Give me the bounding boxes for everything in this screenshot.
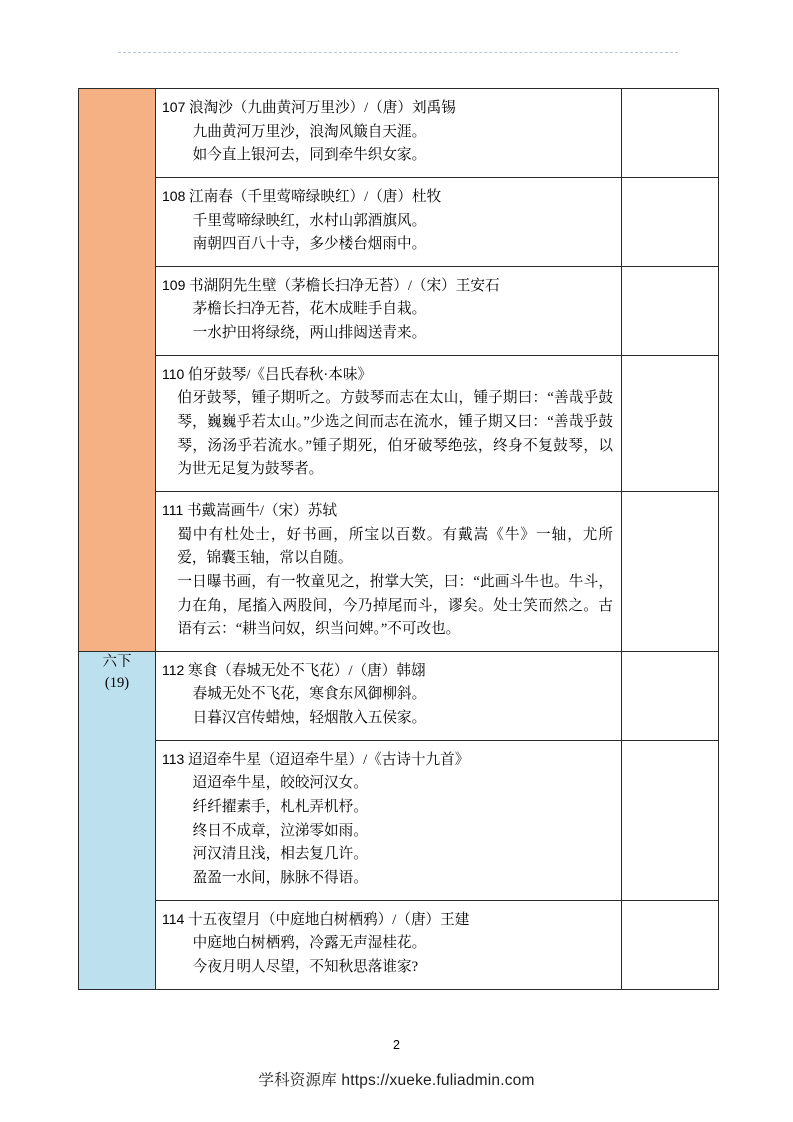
- table-row: [79, 266, 719, 355]
- table-row: [79, 177, 719, 266]
- entry-cell: [156, 491, 622, 651]
- note-cell: [622, 900, 719, 989]
- entry-line: 千里莺啼绿映红，水村山郭酒旗风。: [192, 212, 427, 229]
- poem-list-table: [78, 88, 719, 990]
- entry-title: [162, 274, 613, 299]
- entry-number: 113: [162, 750, 185, 767]
- entry-line: 迢迢牵牛星，皎皎河汉女。: [192, 775, 368, 792]
- entry-cell: [156, 740, 622, 900]
- entry-line: 蜀中有杜处士，好书画，所宝以百数。有戴嵩《牛》一轴，尤所爱，锦囊玉轴，常以自随。: [177, 526, 613, 567]
- entry-cell: [156, 651, 622, 740]
- entry-cell: [156, 266, 622, 355]
- entry-title-text: 浪淘沙（九曲黄河万里沙）/（唐）刘禹锡: [189, 100, 456, 116]
- entry-title: [162, 748, 613, 773]
- entry-number: 108: [162, 187, 186, 204]
- entry-number: 114: [162, 910, 185, 927]
- note-cell: [622, 177, 719, 266]
- entry-title: [162, 908, 613, 933]
- grade-cell: [79, 89, 156, 652]
- note-cell: [622, 89, 719, 178]
- entry-line: 南朝四百八十寺，多少楼台烟雨中。: [192, 236, 427, 253]
- entry-number: 111: [162, 501, 184, 518]
- entry-line: 盈盈一水间，脉脉不得语。: [192, 869, 368, 886]
- note-cell: [622, 740, 719, 900]
- entry-title-text: 江南春（千里莺啼绿映红）/（唐）杜牧: [189, 188, 442, 205]
- entry-title-text: 寒食（春城无处不飞花）/（唐）韩翃: [187, 662, 426, 679]
- footer-credit: 学科资源库 https://xueke.fuliadmin.com: [258, 1072, 535, 1089]
- table-row: [79, 89, 719, 178]
- entry-line: 九曲黄河万里沙，浪淘风簸自天涯。: [192, 123, 427, 140]
- entry-title: [162, 659, 613, 684]
- entry-line: 如今直上银河去，同到牵牛织女家。: [192, 147, 427, 164]
- entry-number: 107: [162, 99, 186, 115]
- entry-number: 112: [162, 661, 185, 678]
- table-row: [79, 491, 719, 651]
- entry-line: 纤纤擢素手，札札弄机杼。: [192, 799, 368, 816]
- entry-cell: [156, 900, 622, 989]
- table-row: [79, 651, 719, 740]
- entry-title-text: 书戴嵩画牛/（宋）苏轼: [186, 502, 337, 519]
- entry-line: 今夜月明人尽望，不知秋思落谁家?: [192, 958, 419, 975]
- entry-number: 109: [162, 276, 186, 293]
- entry-cell: [156, 177, 622, 266]
- note-cell: [622, 491, 719, 651]
- entry-title: [162, 96, 613, 121]
- entry-line: 茅檐长扫净无苔，花木成畦手自栽。: [192, 301, 427, 318]
- entry-line: 一日曝书画，有一牧童见之，拊掌大笑，曰：“此画斗牛也。牛斗，力在角，尾搐入两股间，今乃掉尾而斗，谬矣。处士笑而然之。古语有云：“耕当问奴，织当问婢。”不可改也。: [177, 573, 613, 638]
- grade-cell: [79, 651, 156, 989]
- entry-line: 中庭地白树栖鸦，冷露无声湿桂花。: [192, 935, 427, 952]
- entry-line: 终日不成章，泣涕零如雨。: [192, 822, 368, 839]
- entry-title-text: 迢迢牵牛星（迢迢牵牛星）/《古诗十九首》: [187, 751, 470, 768]
- entry-title: [162, 499, 613, 524]
- entry-number: 110: [162, 365, 185, 382]
- entry-title-text: 伯牙鼓琴/《吕氏春秋·本味》: [187, 366, 373, 383]
- table-row: [79, 900, 719, 989]
- entry-title-text: 十五夜望月（中庭地白树栖鸦）/（唐）王建: [187, 911, 470, 928]
- entry-cell: [156, 355, 622, 491]
- table-row: [79, 355, 719, 491]
- entry-line: 伯牙鼓琴，锺子期听之。方鼓琴而志在太山，锺子期曰：“善哉乎鼓琴，巍巍乎若太山。”少选之间而志在流水，锺子期又曰：“善哉乎鼓琴，汤汤乎若流水。”锺子期死，伯牙破琴绝弦，终身不复鼓琴，以为世无足复为鼓琴者。: [177, 390, 613, 478]
- grade-count: (19): [104, 674, 130, 691]
- entry-line: 河汉清且浅，相去复几许。: [192, 846, 368, 863]
- entry-line: 春城无处不飞花，寒食东风御柳斜。: [192, 686, 427, 703]
- note-cell: [622, 266, 719, 355]
- note-cell: [622, 651, 719, 740]
- table-row: [79, 740, 719, 900]
- entry-title-text: 书湖阴先生壁（茅檐长扫净无苔）/（宋）王安石: [189, 277, 500, 294]
- page-number: 2: [393, 1038, 400, 1052]
- grade-label: 六下: [102, 653, 132, 670]
- entry-line: 一水护田将绿绕，两山排闼送青来。: [192, 325, 427, 342]
- entry-title: [162, 185, 613, 210]
- note-cell: [622, 355, 719, 491]
- entry-title: [162, 363, 613, 388]
- entry-line: 日暮汉宫传蜡烛，轻烟散入五侯家。: [192, 710, 427, 727]
- header-divider: [118, 52, 678, 53]
- entry-cell: [156, 89, 622, 178]
